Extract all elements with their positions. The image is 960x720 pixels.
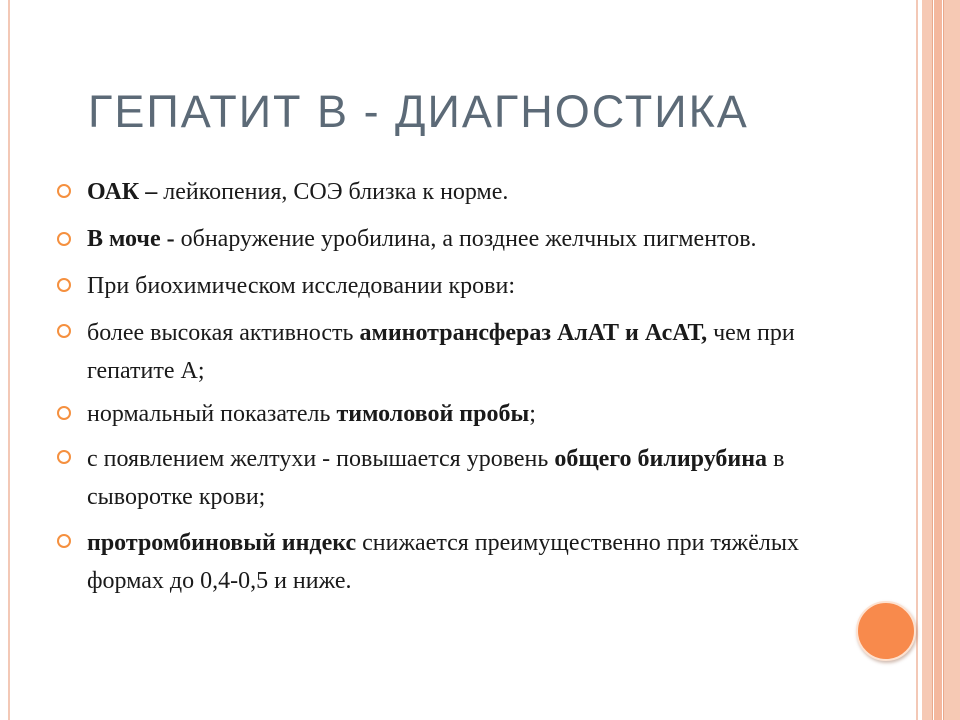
bullet-text: [87, 226, 757, 252]
bullet-text: [87, 530, 799, 594]
slide-title: ГЕПАТИТ В - ДИАГНОСТИКА: [88, 86, 749, 137]
bullet-text: [87, 273, 515, 299]
bullet-plain-text: в сыворотке крови;: [87, 446, 785, 510]
bullet-text: [87, 446, 784, 510]
bullet-circle-icon: [57, 232, 71, 246]
bullet-plain-text: более высокая активность: [87, 320, 360, 346]
bullet-item: [57, 268, 827, 304]
decorative-circle-icon: [856, 601, 916, 661]
bullet-list: [57, 174, 827, 600]
bullet-circle-icon: [57, 324, 71, 338]
bullet-text: [87, 179, 508, 205]
bullet-item: [57, 524, 827, 600]
bullet-plain-text: нормальный показатель: [87, 401, 337, 427]
bullet-bold-text: общего билирубина: [554, 446, 768, 472]
right-border-line: [916, 0, 918, 720]
bullet-plain-text: лейкопения, СОЭ близка к норме.: [157, 179, 509, 205]
decorative-stripe: [944, 0, 960, 720]
bullet-bold-text: ОАК –: [87, 179, 158, 205]
bullet-item: [57, 314, 827, 390]
bullet-circle-icon: [57, 450, 71, 464]
bullet-plain-text: с появлением желтухи - повышается уровень: [87, 446, 555, 472]
bullet-bold-text: аминотрансфераз АлАТ и АсАТ,: [359, 320, 708, 346]
bullet-circle-icon: [57, 406, 71, 420]
bullet-bold-text: тимоловой пробы: [336, 401, 530, 427]
bullet-plain-text: обнаружение уробилина, а позднее желчных пигментов.: [174, 226, 757, 252]
bullet-circle-icon: [57, 184, 71, 198]
bullet-item: [57, 440, 827, 516]
bullet-text: [87, 320, 795, 384]
bullet-item: [57, 222, 827, 256]
decorative-stripe: [934, 0, 942, 720]
bullet-plain-text: снижается преимущественно при тяжёлых формах до 0,4-0,5 и ниже.: [87, 530, 799, 594]
bullet-text: [87, 401, 536, 427]
bullet-item: [57, 174, 827, 210]
decorative-stripe-line: [932, 0, 933, 720]
bullet-plain-text: ;: [529, 401, 536, 427]
decorative-stripe-line: [943, 0, 944, 720]
bullet-bold-text: В моче -: [87, 226, 175, 252]
bullet-bold-text: протромбиновый индекс: [87, 530, 357, 556]
left-border-line: [8, 0, 10, 720]
bullet-item: [57, 396, 827, 432]
bullet-plain-text: чем при гепатите А;: [87, 320, 795, 384]
bullet-plain-text: При биохимическом исследовании крови:: [87, 273, 516, 299]
bullet-circle-icon: [57, 534, 71, 548]
bullet-circle-icon: [57, 278, 71, 292]
decorative-stripe: [922, 0, 932, 720]
